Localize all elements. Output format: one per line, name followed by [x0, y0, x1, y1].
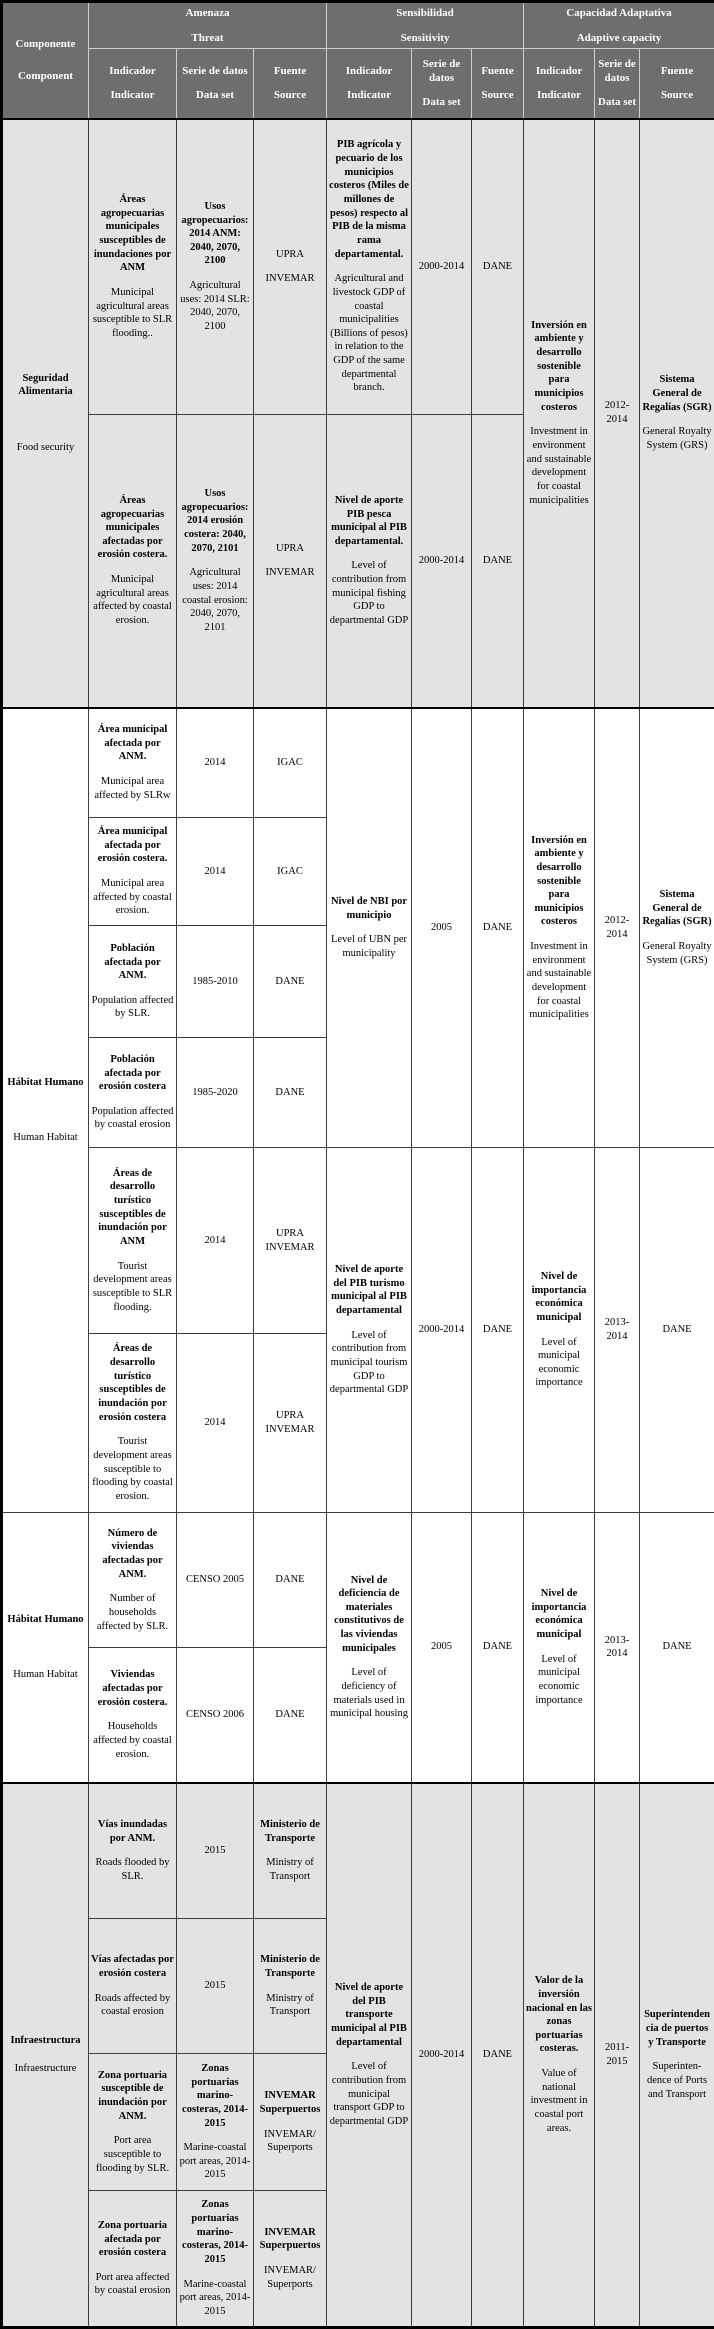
text: CENSO 2006 [185, 1708, 245, 1720]
text-en: Population affected by coastal erosion [91, 1105, 174, 1131]
text-es: Serie de datos [598, 57, 636, 85]
text-en: Human Habitat [13, 1132, 78, 1144]
text-en: Level of contribution from municipal tourism GDP to departmental GDP [329, 1329, 409, 1396]
text-en: General Royalty System (GRS) [642, 941, 712, 966]
text-en: Ministry of Transport [266, 1992, 314, 2018]
food-r2-sens-source [472, 415, 524, 708]
infra-r1-threat-indicator [89, 1783, 177, 1919]
text-en: General Royalty System (GRS) [642, 426, 712, 451]
text-es: Área municipal afectada por erosión costera. [97, 826, 168, 865]
text: DANE [482, 1324, 513, 1336]
header-adapt-dataset [595, 49, 640, 119]
habitat2-adapt-indicator [524, 1513, 595, 1783]
habitat1-r1-threat-source [254, 708, 327, 818]
text-en: Investment in environment and sustainable development for coastal municipalities [526, 941, 592, 1021]
text-es: Vías afectadas por erosión costera [91, 1954, 174, 1979]
text: 1985-2010 [192, 975, 238, 987]
text-es: Fuente [660, 64, 694, 77]
header-sub-row [2, 49, 714, 119]
header-group-row [2, 2, 714, 49]
infra-r2-threat-dataset [177, 1919, 254, 2054]
text-en: Municipal area affected by SLRw [94, 776, 171, 801]
text-en: Indicator [537, 89, 582, 102]
text-en: Component [17, 70, 73, 83]
text-es: Amenaza [185, 7, 230, 20]
text-en: Source [273, 89, 307, 102]
text: 2012-2014 [604, 915, 630, 940]
text-es: Hábitat Humano [7, 1076, 84, 1088]
text: UPRA [276, 1227, 305, 1239]
text-en: Adaptive capacity [576, 31, 662, 44]
text: UPRA [276, 1410, 305, 1422]
text-en: Households affected by coastal erosion. [93, 1721, 172, 1760]
text: CENSO 2005 [185, 1574, 245, 1586]
text-en: INVEMAR/ Superports [264, 2128, 316, 2154]
habitat1-r4-threat-dataset [177, 1038, 254, 1148]
infra-r3-threat-indicator [89, 2054, 177, 2191]
text-en: Level of municipal economic importance [535, 1653, 583, 1706]
food-r1-sens-source [472, 119, 524, 415]
habitat1-r2-threat-indicator [89, 818, 177, 926]
habitat1-r6-threat-dataset [177, 1334, 254, 1513]
habitat1-sens-indicator-tourism [327, 1148, 412, 1513]
text-es: Sensibilidad [396, 7, 454, 20]
text: INVEMAR [265, 1241, 315, 1253]
text-en: Ministry of Transport [266, 1857, 314, 1882]
text-en: Threat [191, 31, 224, 44]
text-es: Viviendas afectadas por erosión costera. [97, 1669, 168, 1708]
text: DANE [662, 1324, 692, 1336]
header-threat-dataset [177, 49, 254, 119]
text-es: Vías inundadas por ANM. [97, 1818, 168, 1844]
text: 2013-2014 [604, 1634, 630, 1660]
text-en: Value of national investment in coastal port areas. [530, 2068, 588, 2134]
habitat2-r2-threat-dataset [177, 1648, 254, 1783]
text: 2012-2014 [604, 400, 630, 425]
text-en: Level of UBN per municipality [330, 934, 408, 959]
text-es: Fuente [273, 64, 307, 77]
habitat1-r4-threat-indicator [89, 1038, 177, 1148]
text: UPRA [276, 542, 305, 554]
text-es: INVEMAR Superpuertos [259, 2226, 321, 2252]
habitat1-r2-threat-dataset [177, 818, 254, 926]
row-food-1 [2, 119, 714, 415]
text-es: Serie de datos [182, 64, 248, 77]
infra-r4-threat-indicator [89, 2191, 177, 2328]
food-adapt-indicator [524, 119, 595, 708]
infra-sens-indicator [327, 1783, 412, 2328]
text-en: Indicator [110, 89, 155, 102]
food-r1-sens-indicator [327, 119, 412, 415]
habitat1-adapt-dataset-investment [595, 708, 640, 1148]
header-sens-dataset [412, 49, 472, 119]
text-es: Zonas portuarias marino-costeras, 2014-2015 [182, 2199, 248, 2265]
text: 2000-2014 [418, 2048, 465, 2060]
text-en: Human Habitat [13, 1669, 78, 1681]
habitat1-r3-threat-source [254, 926, 327, 1038]
infra-adapt-indicator [524, 1783, 595, 2328]
text-en: Municipal area affected by coastal erosion. [93, 878, 172, 917]
text-es: Ministerio de Transporte [260, 1818, 320, 1844]
text-es: Serie de datos [422, 57, 461, 85]
infra-adapt-source [640, 1783, 714, 2328]
habitat1-sens-source-nbi [472, 708, 524, 1148]
text-es: Nivel de NBI por municipio [330, 895, 408, 921]
text: DANE [482, 260, 513, 272]
text-es: Inversión en ambiente y desarrollo sostenible para municipios costeros [531, 834, 587, 928]
header-threat-source [254, 49, 327, 119]
text-en: Agricultural and livestock GDP of coastal municipalities (Billions of pesos) in relation to the GDP of the same departmental branch. [330, 273, 408, 394]
habitat1-r5-threat-indicator [89, 1148, 177, 1334]
text-es: INVEMAR Superpuertos [259, 2090, 321, 2115]
habitat2-adapt-dataset [595, 1513, 640, 1783]
food-r1-sens-dataset [412, 119, 472, 415]
food-r2-threat-dataset [177, 415, 254, 708]
text: DANE [275, 975, 305, 987]
text-es: Ministerio de Transporte [260, 1954, 320, 1979]
text-es: Valor de la inversión nacional en las zonas portuarias costeras. [526, 1975, 592, 2055]
text-es: Nivel de importancia económica municipal [531, 1270, 587, 1323]
infra-adapt-dataset [595, 1783, 640, 2328]
text: DANE [275, 1574, 305, 1586]
text: 2005 [431, 1641, 453, 1653]
habitat1-adapt-source-economic [640, 1148, 714, 1513]
text: UPRA [276, 248, 305, 260]
text-en: Municipal agricultural areas susceptible to SLR flooding.. [92, 286, 173, 339]
food-adapt-dataset [595, 119, 640, 708]
text-en: Food security [16, 441, 75, 453]
text-en: Roads affected by coastal erosion [94, 1992, 171, 2018]
habitat1-sens-dataset-tourism [412, 1148, 472, 1513]
text-es: Áreas agropecuarias municipales susceptibles de inundaciones por ANM [93, 194, 172, 274]
text: DANE [482, 1641, 513, 1653]
habitat1-adapt-indicator-economic [524, 1148, 595, 1513]
text: 2014 [204, 1417, 226, 1429]
text-en: Number of households affected by SLR. [96, 1593, 169, 1632]
component-human-habitat-1 [2, 708, 89, 1513]
habitat2-adapt-source [640, 1513, 714, 1783]
text-es: Zona portuaria susceptible de inundación por ANM. [97, 2069, 168, 2122]
infra-r2-threat-source [254, 1919, 327, 2054]
text-en: Data set [195, 89, 235, 102]
header-threat-indicator [89, 49, 177, 119]
text-es: Áreas agropecuarias municipales afectadas por erosión costera. [97, 494, 168, 561]
row-habitat1-5 [2, 1148, 714, 1334]
text: IGAC [277, 756, 303, 768]
food-adapt-source [640, 119, 714, 708]
text-es: Componente [15, 37, 76, 50]
text-es: PIB agrícola y pecuario de los municipios costeros (Miles de millones de pesos) respecto al PIB de la misma rama departamental. [329, 139, 409, 260]
header-adaptive-group [524, 2, 714, 49]
text-es: Nivel de aporte del PIB turismo municipal al PIB departamental [331, 1264, 407, 1317]
text-en: Marine-coastal port areas, 2014-2015 [179, 2278, 251, 2317]
text: 2000-2014 [418, 1324, 465, 1336]
text: INVEMAR [265, 567, 315, 579]
text: INVEMAR [265, 273, 315, 285]
food-r2-sens-dataset [412, 415, 472, 708]
component-human-habitat-2 [2, 1513, 89, 1783]
text-es: Seguridad Alimentaria [18, 372, 73, 398]
infra-r1-threat-dataset [177, 1783, 254, 1919]
text-en: Tourist development areas susceptible to flooding by coastal erosion. [92, 1436, 173, 1502]
text-en: Source [481, 89, 514, 102]
text-en: Superinten-dence of Ports and Transport [646, 2061, 708, 2100]
text-en: Source [660, 89, 694, 102]
text-en: Agricultural uses: 2014 SLR: 2040, 2070, 2100 [180, 280, 250, 332]
infra-r2-threat-indicator [89, 1919, 177, 2054]
text-es: Indicador [345, 64, 393, 77]
text-es: Usos agropecuarios: 2014 erosión costera: 2040, 2070, 2101 [181, 488, 249, 554]
text-en: Infraestructure [14, 2062, 77, 2074]
habitat2-sens-indicator [327, 1513, 412, 1783]
text-es: Indicador [109, 64, 156, 77]
text-es: Nivel de aporte PIB pesca municipal al PIB departamental. [331, 494, 407, 547]
row-habitat1-1 [2, 708, 714, 818]
text-es: Sistema General de Regalías (SGR) [642, 889, 712, 928]
habitat1-r1-threat-dataset [177, 708, 254, 818]
food-r1-threat-dataset [177, 119, 254, 415]
habitat2-sens-dataset [412, 1513, 472, 1783]
component-food-security [2, 119, 89, 708]
text: 2013-2014 [604, 1317, 630, 1342]
text-en: Port area affected by coastal erosion [94, 2271, 171, 2297]
habitat2-sens-source [472, 1513, 524, 1783]
habitat2-r1-threat-source [254, 1513, 327, 1648]
text: DANE [482, 554, 513, 566]
header-adapt-source [640, 49, 714, 119]
habitat1-r3-threat-indicator [89, 926, 177, 1038]
infra-sens-source [472, 1783, 524, 2328]
text: 2014 [204, 756, 226, 768]
text: 2000-2014 [418, 554, 465, 566]
text: 2011-2015 [604, 2042, 630, 2067]
text: DANE [275, 1708, 305, 1720]
text-en: Agricultural uses: 2014 coastal erosion: 2040, 2070, 2101 [182, 567, 248, 633]
text-es: Nivel de importancia económica municipal [531, 1588, 587, 1641]
food-r2-sens-indicator [327, 415, 412, 708]
text: DANE [482, 2048, 513, 2060]
text-es: Área municipal afectada por ANM. [97, 724, 168, 763]
habitat1-sens-source-tourism [472, 1148, 524, 1513]
text-es: Zona portuaria afectada por erosión costera [97, 2219, 168, 2259]
header-sens-indicator [327, 49, 412, 119]
header-component [2, 2, 89, 119]
text-es: Nivel de aporte del PIB transporte municipal al PIB departamental [331, 1982, 407, 2048]
text-en: Tourist development areas susceptible to SLR flooding. [92, 1260, 173, 1313]
habitat1-r2-threat-source [254, 818, 327, 926]
infra-r1-threat-source [254, 1783, 327, 1919]
header-adapt-indicator [524, 49, 595, 119]
text-es: Fuente [481, 64, 514, 77]
text: 2014 [204, 1234, 226, 1246]
text-es: Población afectada por erosión costera [98, 1053, 167, 1093]
text-en: Investment in environment and sustainable development for coastal municipalities [526, 426, 592, 506]
text-en: Level of municipal economic importance [535, 1336, 583, 1389]
row-infra-1 [2, 1783, 714, 1919]
text-es: Número de viviendas afectadas por ANM. [102, 1527, 163, 1580]
infra-r3-threat-dataset [177, 2054, 254, 2191]
habitat1-r4-threat-source [254, 1038, 327, 1148]
text-es: Áreas de desarrollo turístico susceptibles de inundación por erosión costera [98, 1343, 167, 1423]
text: 2015 [204, 1844, 226, 1856]
habitat1-adapt-indicator-investment [524, 708, 595, 1148]
text-en: Marine-coastal port areas, 2014-2015 [179, 2142, 251, 2181]
text: 2000-2014 [418, 260, 465, 272]
text-es: Población afectada por ANM. [104, 942, 161, 982]
text-en: Port area susceptible to flooding by SLR. [95, 2135, 170, 2174]
text-es: Capacidad Adaptativa [566, 7, 672, 20]
text-es: Zonas portuarias marino-costeras, 2014-2015 [182, 2062, 248, 2129]
text-en: Population affected by SLR. [91, 994, 174, 1020]
text-es: Indicador [535, 64, 583, 77]
habitat1-r5-threat-dataset [177, 1148, 254, 1334]
text-en: Sensitivity [400, 31, 450, 44]
habitat1-adapt-source-investment [640, 708, 714, 1148]
text-es: Infraestructura [10, 2035, 81, 2047]
component-infrastructure [2, 1783, 89, 2328]
text: 1985-2020 [192, 1086, 238, 1098]
text-es: Usos agropecuarios: 2014 ANM: 2040, 2070, 2100 [181, 200, 249, 267]
header-sensitivity-group [327, 2, 524, 49]
text-es: Hábitat Humano [7, 1613, 84, 1625]
text-en: Data set [422, 96, 461, 109]
text-es: Sistema General de Regalías (SGR) [642, 374, 712, 413]
habitat2-r1-threat-dataset [177, 1513, 254, 1648]
text-en: Level of contribution from municipal fishing GDP to departmental GDP [329, 560, 409, 626]
text-es: Áreas de desarrollo turístico susceptibles de inundación por ANM [98, 1167, 167, 1247]
food-r2-threat-indicator [89, 415, 177, 708]
text: 2015 [204, 1980, 226, 1992]
infra-r4-threat-dataset [177, 2191, 254, 2328]
text: IGAC [277, 865, 303, 877]
text-es: Inversión en ambiente y desarrollo sostenible para municipios costeros [531, 319, 587, 413]
text: DANE [662, 1641, 692, 1653]
habitat1-adapt-dataset-economic [595, 1148, 640, 1513]
text-en: Level of deficiency of materials used in municipal housing [330, 1667, 408, 1720]
infra-r4-threat-source [254, 2191, 327, 2328]
habitat1-r5-threat-source [254, 1148, 327, 1334]
text-es: Superintendencia de puertos y Transporte [644, 2009, 710, 2048]
infra-r3-threat-source [254, 2054, 327, 2191]
habitat1-r6-threat-source [254, 1334, 327, 1513]
infra-sens-dataset [412, 1783, 472, 2328]
habitat2-r2-threat-indicator [89, 1648, 177, 1783]
text: DANE [482, 921, 513, 933]
text-en: Data set [597, 96, 637, 109]
habitat1-r3-threat-dataset [177, 926, 254, 1038]
row-habitat2-1 [2, 1513, 714, 1648]
text: DANE [275, 1086, 305, 1098]
text-en: INVEMAR/ Superports [264, 2265, 316, 2290]
text-en: Level of contribution from municipal transport GDP to departmental GDP [329, 2061, 409, 2127]
habitat2-r1-threat-indicator [89, 1513, 177, 1648]
habitat1-sens-dataset-nbi [412, 708, 472, 1148]
text-en: Municipal agricultural areas affected by coastal erosion. [93, 574, 172, 626]
text: INVEMAR [265, 1424, 315, 1435]
food-r2-threat-source [254, 415, 327, 708]
text: 2014 [204, 865, 226, 877]
text-en: Indicator [347, 89, 392, 102]
habitat2-r2-threat-source [254, 1648, 327, 1783]
habitat1-sens-indicator-nbi [327, 708, 412, 1148]
food-r1-threat-source [254, 119, 327, 415]
habitat1-r1-threat-indicator [89, 708, 177, 818]
habitat1-r6-threat-indicator [89, 1334, 177, 1513]
food-r1-threat-indicator [89, 119, 177, 415]
text-en: Roads flooded by SLR. [95, 1857, 170, 1882]
header-sens-source [472, 49, 524, 119]
text-es: Nivel de deficiencia de materiales constitutivos de las viviendas municipales [334, 1574, 404, 1654]
text: 2005 [431, 921, 453, 933]
header-threat-group [89, 2, 327, 49]
